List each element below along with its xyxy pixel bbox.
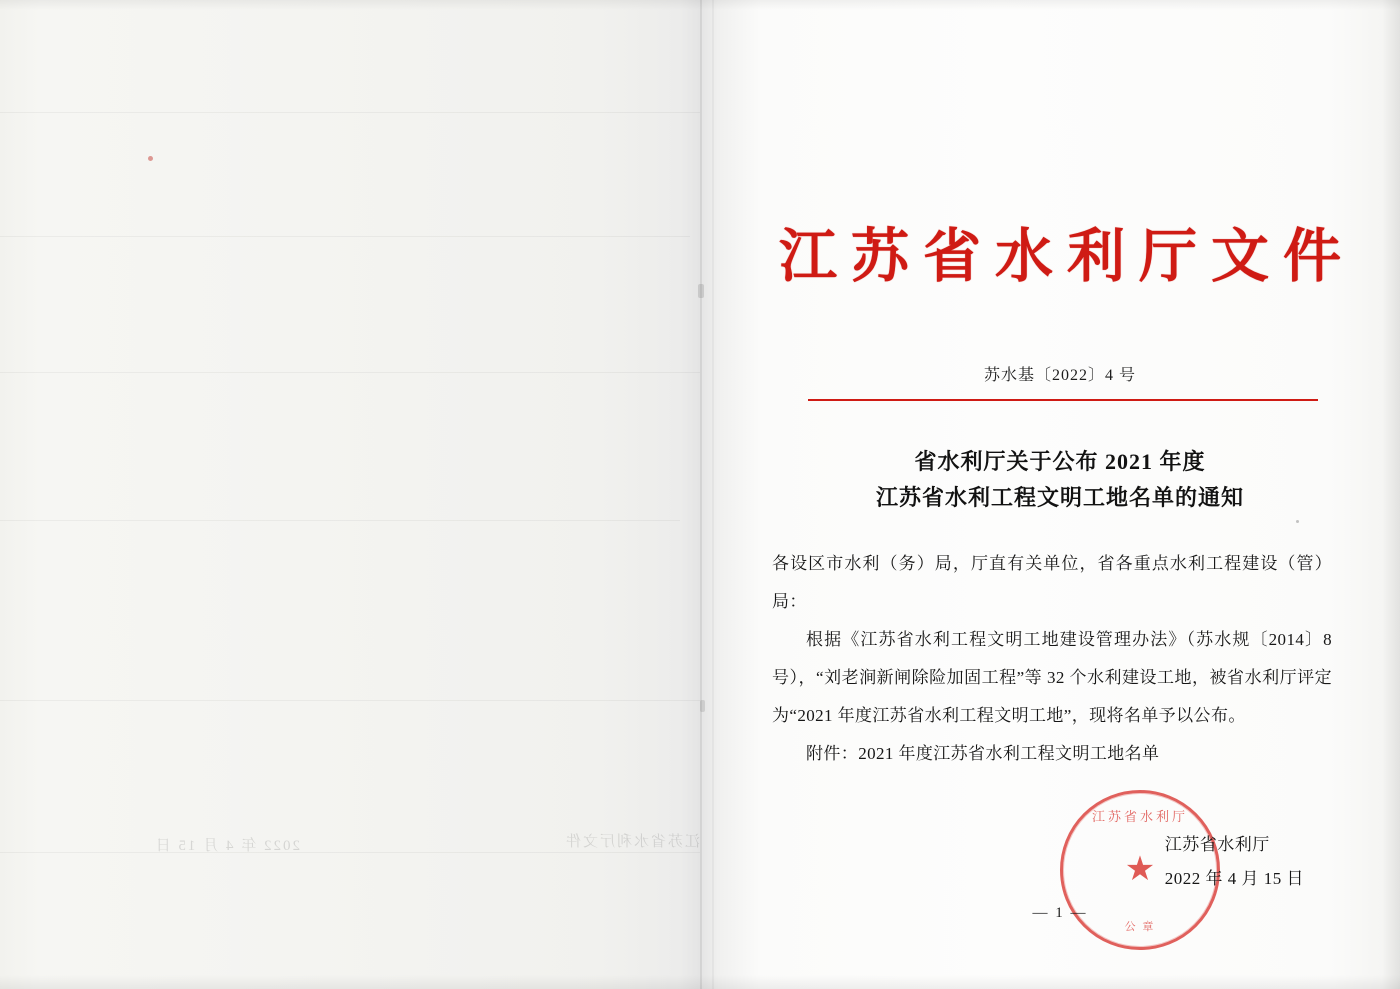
scan-right-shadow bbox=[1382, 0, 1400, 989]
scan-crease-line bbox=[0, 112, 700, 113]
scan-crease-line bbox=[0, 520, 680, 521]
page-fold-line bbox=[712, 0, 714, 989]
star-icon: ★ bbox=[1124, 851, 1156, 888]
scan-crease-line bbox=[0, 852, 700, 853]
attachment-line: 附件：2021 年度江苏省水利工程文明工地名单 bbox=[806, 744, 1160, 763]
scan-speck bbox=[700, 700, 705, 712]
show-through-right-text: 2022 年 4 月 15 日 bbox=[153, 838, 300, 854]
scan-crease-line bbox=[0, 372, 700, 373]
scan-crease-line bbox=[0, 700, 700, 701]
page-show-through bbox=[60, 820, 700, 900]
show-through-left-text: 江苏省水利厅文件 bbox=[563, 834, 700, 850]
salutation-paragraph: 各设区市水利（务）局，厅直有关单位，省各重点水利工程建设（管）局： bbox=[772, 554, 1332, 611]
document-title bbox=[790, 444, 1330, 516]
document-content bbox=[760, 0, 1360, 989]
seal-subtext: 公 章 bbox=[1124, 921, 1156, 933]
signature-date: 2022 年 4 月 15 日 bbox=[1164, 869, 1304, 888]
signature-block bbox=[1165, 828, 1304, 896]
scan-speck bbox=[698, 284, 704, 298]
red-horizontal-rule bbox=[808, 399, 1318, 401]
document-title-line-2: 江苏省水利工程文明工地名单的通知 bbox=[875, 485, 1244, 510]
page-fold-line bbox=[700, 0, 702, 989]
document-masthead: 江苏省水利厅文件 bbox=[778, 224, 1355, 289]
main-paragraph: 根据《江苏省水利工程文明工地建设管理办法》（苏水规〔2014〕8 号），“刘老涧新闸除险加固工程”等 32 个水利建设工地，被省水利厅评定为“2021 年度江苏省水利工程文明工地”，现将名单予以公布。 bbox=[772, 630, 1332, 725]
document-title-line-1: 省水利厅关于公布 2021 年度 bbox=[914, 449, 1206, 474]
scan-crease-line bbox=[0, 236, 690, 237]
scan-speck bbox=[148, 156, 153, 161]
seal-organization-name: 江苏省水利厅 bbox=[1091, 809, 1188, 824]
document-number: 苏水基〔2022〕4 号 bbox=[983, 367, 1136, 384]
signer-name: 江苏省水利厅 bbox=[1164, 835, 1270, 854]
page-number: — 1 — bbox=[1032, 905, 1088, 921]
document-body bbox=[772, 545, 1332, 773]
